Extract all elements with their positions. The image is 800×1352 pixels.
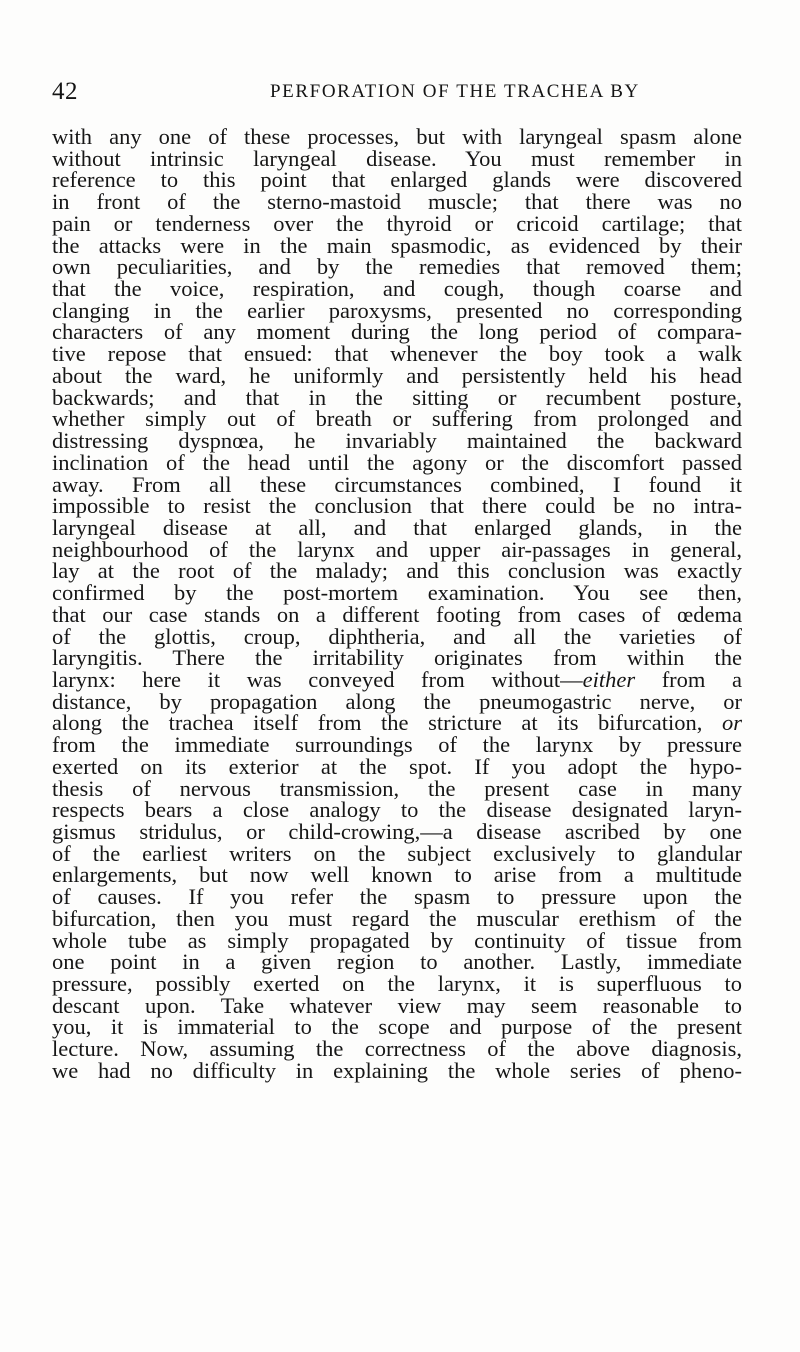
text-line [52,666,742,692]
text-line: laryngeal disease at all, and that enlarged glands, in the [52,514,742,540]
text-line: pain or tenderness over the thyroid or cricoid cartilage; that [52,210,742,236]
text-line: enlargements, but now well known to arise from a multitude [52,862,742,888]
text-line: bifurcation, then you must regard the muscular erethism of the [52,905,742,931]
text-line: lay at the root of the malady; and this conclusion was exactly [52,558,742,584]
text-line: lecture. Now, assuming the correctness of the above diagnosis, [52,1036,742,1062]
body-text [52,126,742,1082]
text-line: of the earliest writers on the subject exclusively to glandular [52,840,742,866]
text-line: the attacks were in the main spasmodic, as evidenced by their [52,232,742,258]
text-line: own peculiarities, and by the remedies that removed them; [52,254,742,280]
running-head: PERFORATION OF THE TRACHEA BY [270,81,640,102]
text-line: we had no difficulty in explaining the whole series of pheno- [52,1057,742,1083]
text-line: inclination of the head until the agony or the discomfort passed [52,449,742,475]
text-line: with any one of these processes, but with laryngeal spasm alone [52,124,742,149]
text-line: respects bears a close analogy to the disease designated laryn- [52,797,742,823]
text-line: clanging in the earlier paroxysms, presented no corresponding [52,297,742,323]
text-line: of causes. If you refer the spasm to pressure upon the [52,884,742,910]
text-line: distressing dyspnœa, he invariably maintained the backward [52,428,742,454]
italic-emphasis: or [721,710,742,736]
text-line: whether simply out of breath or suffering from prolonged and [52,406,742,432]
text-segment: from a [635,666,742,692]
text-line: about the ward, he uniformly and persistently held his head [52,362,742,388]
text-line: laryngitis. There the irritability originates from within the [52,645,742,671]
text-segment: larynx: here it was conveyed from without— [52,666,583,692]
text-line: whole tube as simply propagated by continuity of tissue from [52,927,742,953]
text-line: of the glottis, croup, diphtheria, and all the varieties of [52,623,742,649]
text-line: you, it is immaterial to the scope and purpose of the present [52,1014,742,1040]
text-line: that the voice, respiration, and cough, though coarse and [52,276,742,302]
text-line: one point in a given region to another. Lastly, immediate [52,949,742,975]
text-line: exerted on its exterior at the spot. If you adopt the hypo- [52,753,742,779]
text-line: that our case stands on a different footing from cases of œdema [52,601,742,627]
text-line: descant upon. Take whatever view may seem reasonable to [52,992,742,1018]
text-line: confirmed by the post-mortem examination. You see then, [52,580,742,606]
italic-emphasis: either [582,666,636,692]
text-line: tive repose that ensued: that whenever the boy took a walk [52,341,742,367]
page-header [52,78,750,110]
text-line [52,712,742,734]
text-line: neighbourhood of the larynx and upper air-passages in general, [52,536,742,562]
text-segment: along the trachea itself from the stricture at its bifurcation, [52,710,722,736]
text-line: away. From all these circumstances combined, I found it [52,471,742,497]
text-line: thesis of nervous transmission, the present case in many [52,775,742,801]
text-line: impossible to resist the conclusion that there could be no intra- [52,493,742,519]
text-line: in front of the sterno-mastoid muscle; that there was no [52,189,742,215]
page-number: 42 [52,78,78,105]
text-line: from the immediate surroundings of the larynx by pressure [52,732,742,758]
text-line: gismus stridulus, or child-crowing,—a disease ascribed by one [52,819,742,844]
text-line: without intrinsic laryngeal disease. You must remember in [52,145,742,171]
text-line: reference to this point that enlarged glands were discovered [52,167,742,193]
text-line: characters of any moment during the long period of compara- [52,319,742,345]
text-line: backwards; and that in the sitting or recumbent posture, [52,384,742,410]
text-line: distance, by propagation along the pneumogastric nerve, or [52,688,742,714]
text-line: pressure, possibly exerted on the larynx, it is superfluous to [52,971,742,997]
